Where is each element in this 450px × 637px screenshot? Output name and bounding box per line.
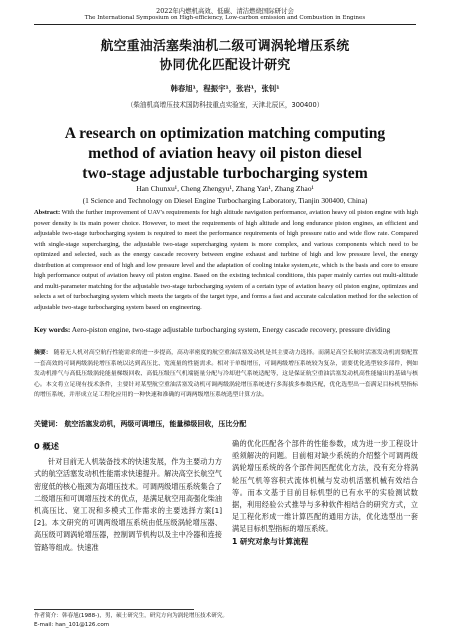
- cn-authors: 韩春旭¹，程振宇¹，张岩¹，张钊¹: [170, 84, 280, 93]
- abstract-en: [34, 208, 418, 313]
- en-title-line-3: two-stage adjustable turbocharging system: [82, 165, 368, 182]
- abstract-cn-text: 随着无人机对高空航行性能需求的进一步提高，高功率密度的航空重油活塞发动机是其主要动力选择。而满足高空长航时活塞发动机需要配置一套高效的可调两级涡轮增压系统以达到高压比、宽流量的性能需求。相对于单级增压，可调两级增压系统较为复杂，需要优化选型较多部件，例如发动机排气与高低压级涡轮能量梯级回收、高低压级压气机端能量分配与冷却进气系统适配等，这是保证航空重油活塞发动机高性能输出的基础与核心。本文将立足现有技术条件，主要针对某型航空重油活塞发动机可调两级涡轮增压系统进行多海拔多参数匹配，优化选型出一套满足目标机型指标的增压系统，并形成立足工程化应用的一种快速和准确的可调两级增压系统选型计算方法。: [34, 350, 419, 398]
- abstract-en-label: Abstract:: [34, 209, 61, 216]
- cn-title-line-1: 航空重油活塞柴油机二级可调涡轮增压系统: [100, 39, 350, 54]
- running-header-en: The International Symposium on High-efficiency, Low-carbon emission and Combustion in Engines: [84, 15, 366, 21]
- section-1-heading: 1 研究对象与计算流程: [232, 536, 309, 546]
- keywords-en: [34, 324, 418, 336]
- keywords-cn-label: 关键词：: [34, 420, 62, 428]
- keywords-cn-text: 航空活塞发动机，两级可调增压，能量梯级回收，压比分配: [64, 420, 247, 428]
- header-rule: [34, 24, 416, 25]
- running-header-cn: 2022年内燃机高效、低碳、清洁燃烧国际研讨会: [156, 7, 294, 15]
- cn-affiliation: （柴油机高增压技术国防科技重点实验室，天津北辰区，300400）: [126, 101, 324, 109]
- body-column-left: [34, 438, 222, 554]
- abstract-en-text: With the further improvement of UAV's requirements for high altitude navigation performance, aviation heavy oil piston engine with high power density is its main power choice. However, to meet the requirements of high altitude and long endurance piston engines, an efficient and adjustable two-stage turbocharging system is required to meet the performance requirements of high pressure ratio and wide flow rate. Compared with single-stage supercharging, the adjustable two-stage supercharging system is more complex, and various components which need to be optimized and selected, such as the energy cascade recovery between engine exhaust and turbine of high and low pressure level, the energy distribution at compressor end of high and low pressure level and the adaptation of cooling intake system,etc, which is the basis and core to ensure high performance output of aviation heavy oil piston engine. Based on the existing technical conditions, this paper mainly carries out multi-altitude and multi-parameter matching for the adjustable two-stage turbocharging system of a certain type of aviation heavy oil piston engine, optimizes and selects a set of turbocharging system which meets the targets of the target type, and forms a fast and accurate calculation method for the selection of adjustable two-stage turbocharging system based on engineering.: [34, 209, 418, 311]
- en-title-line-1: A research on optimization matching computing: [64, 125, 386, 142]
- en-title-line-2: method of aviation heavy oil piston diesel: [88, 145, 362, 162]
- body-paragraph-right: 确的优化匹配各个部件的性能参数，成为进一步工程设计亟须解决的问题。目前相对缺少系统的介绍整个可调两级涡轮增压系统的各个部件间匹配优化方法，没有充分将涡轮压气机等容积式流体机械与发动机活塞机械有效结合等。而本文基于目前目标机型的已有水平的实验测试数据，利用经验公式推导与多种软件相结合的研究方式，立足工程化形成一维计算匹配的通用方法，优化选型出一套满足目标机型指标的增压系统。: [232, 439, 418, 534]
- en-authors: Han Chunxu¹, Cheng Zhengyu¹, Zhang Yan¹, Zhang Zhao¹: [136, 184, 314, 193]
- footnote-rule: [34, 609, 194, 610]
- section-0-heading: 0 概述: [34, 441, 59, 451]
- keywords-cn: [34, 419, 418, 429]
- footnote-email: E-mail: han_101@126.com: [34, 622, 110, 628]
- abstract-cn-label: 摘要：: [34, 350, 52, 356]
- cn-title-line-2: 协同优化匹配设计研究: [159, 58, 291, 73]
- abstract-cn: [34, 348, 418, 401]
- body-paragraph-left: 针对目前无人机装备技术的快速发展，作为主要动力方式的航空活塞发动机性能需求快速提升。解决高空长航空气密度低的核心瓶颈为高增压技术。可调两级增压系统集合了二级增压和可调增压技术的优点，是满足航空用高强化柴油机高压比、宽工况和多模式工作需求的主要选择方案[1][2]。本文研究的可调两级增压系统由低压级涡轮增压器、高压级可调涡轮增压器，控制调节机构以及主中冷器和连接管路等组成。快速准: [34, 457, 222, 552]
- body-column-right: [232, 438, 418, 548]
- footnote-author-bio: 作者简介：韩春旭(1988-)，男，硕士研究生，研究方向为涡轮增压技术研究。: [34, 613, 229, 619]
- keywords-en-label: Key words:: [34, 325, 71, 334]
- en-affiliation: (1 Science and Technology on Diesel Engine Turbocharging Laboratory, Tianjin 300400, China): [82, 196, 368, 205]
- keywords-en-text: Aero-piston engine, two-stage adjustable turbocharging system, Energy cascade recovery, pressure dividing: [71, 325, 391, 334]
